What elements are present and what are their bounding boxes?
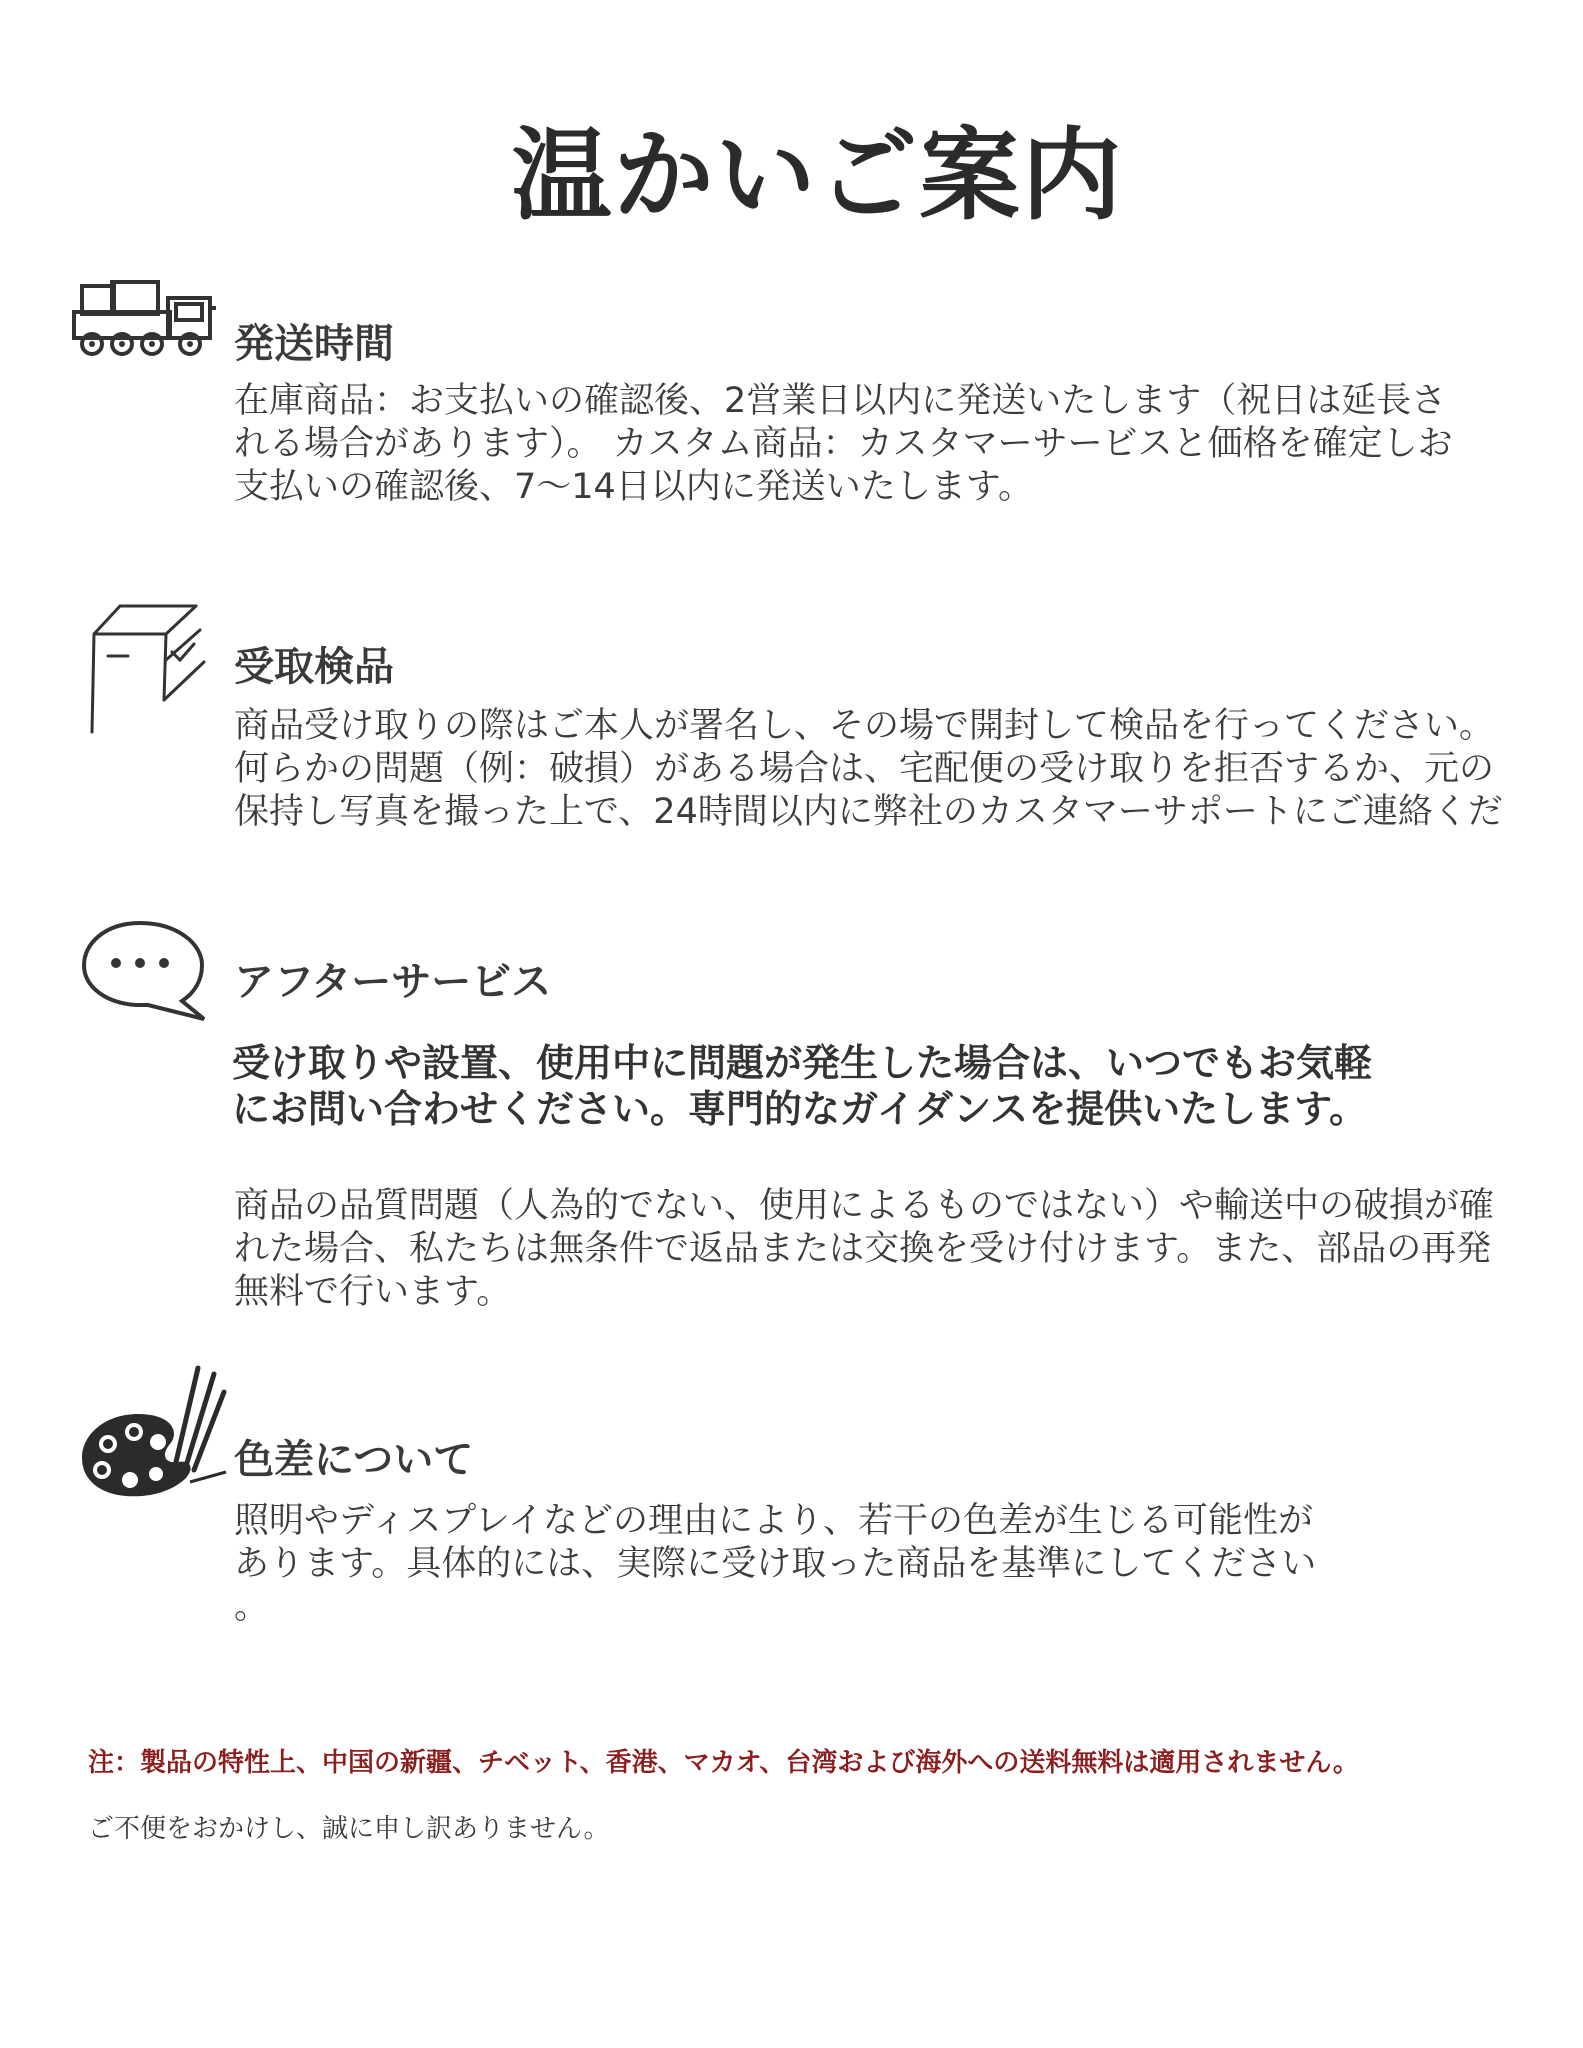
section-heading: 受取検品 <box>234 644 394 690</box>
shipping-restriction-note: 注：製品の特性上、中国の新疆、チベット、香港、マカオ、台湾および海外への送料無料は適用されません。 <box>88 1748 1359 1778</box>
section-heading: 発送時間 <box>234 321 394 367</box>
section-heading: 色差について <box>234 1437 474 1483</box>
page-title: 温かいご案内 <box>511 117 1124 234</box>
section-body: 商品の品質問題（人為的でない、使用によるものではない）や輸送中の破損が確 れた場合、私たちは無条件で返品または交換を受け付けます。また、部品の再発 無料で行います。 <box>234 1186 1495 1312</box>
section-heading: アフターサービス <box>234 959 552 1005</box>
truck-icon <box>68 278 218 368</box>
apology-note: ご不便をおかけし、誠に申し訳ありません。 <box>88 1814 610 1844</box>
section-body: 商品受け取りの際はご本人が署名し、その場で開封して検品を行ってください。 何らかの問題（例：破損）がある場合は、宅配便の受け取りを拒否するか、元の 保持し写真を撮った上で、24時間以内に弊社のカスタマーサポートにご連絡くだ <box>234 706 1503 832</box>
chat-bubble-icon <box>78 915 208 1025</box>
section-body: 照明やディスプレイなどの理由により、若干の色差が生じる可能性が あります。具体的には、実際に受け取った商品を基準にしてください 。 <box>234 1501 1317 1627</box>
section-body: 在庫商品：お支払いの確認後、2営業日以内に発送いたします（祝日は延長さ れる場合があります）。 カスタム商品：カスタマーサービスと価格を確定しお 支払いの確認後、7〜14日以内に発送いたします。 <box>234 381 1453 507</box>
section-highlight: 受け取りや設置、使用中に問題が発生した場合は、いつでもお気軽 にお問い合わせください。専門的なガイダンスを提供いたします。 <box>232 1041 1373 1131</box>
palette-icon <box>78 1362 228 1502</box>
box-icon <box>80 600 210 740</box>
